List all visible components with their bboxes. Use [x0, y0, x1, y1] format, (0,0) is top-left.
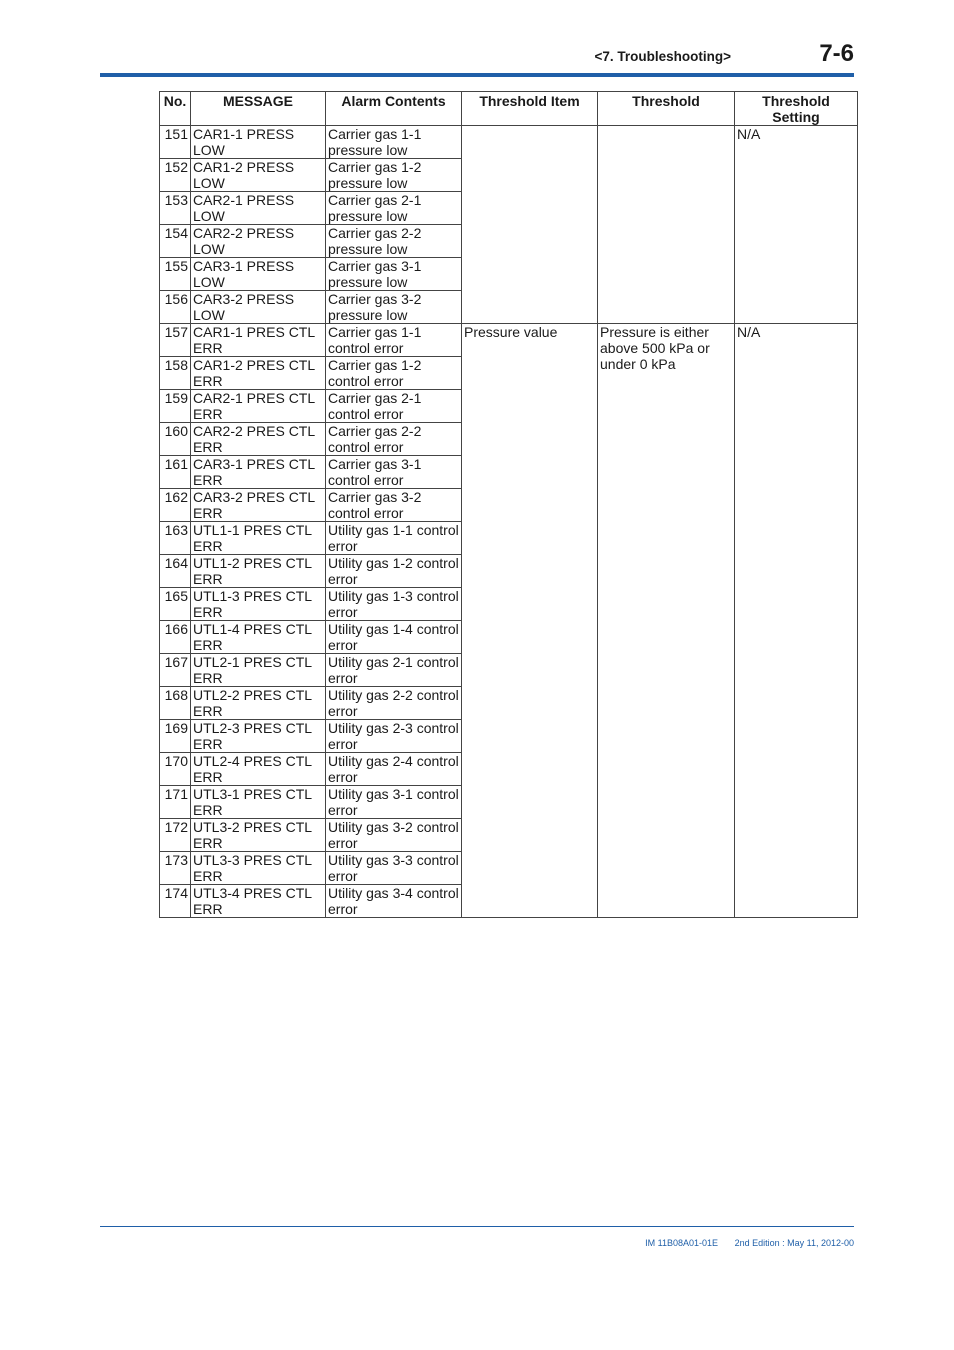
page-number: 7-6	[819, 40, 854, 67]
cell-alarm-contents: Utility gas 2-1 control error	[326, 654, 462, 687]
cell-message: CAR1-2 PRESS LOW	[191, 159, 326, 192]
cell-threshold: Pressure is either above 500 kPa or under 0 kPa	[598, 324, 735, 918]
cell-message: CAR1-1 PRES CTL ERR	[191, 324, 326, 357]
cell-threshold	[598, 126, 735, 324]
cell-no: 152	[160, 159, 191, 192]
col-header-alarm-contents: Alarm Contents	[326, 92, 462, 126]
cell-no: 170	[160, 753, 191, 786]
cell-message: CAR2-1 PRESS LOW	[191, 192, 326, 225]
section-title: <7. Troubleshooting>	[594, 49, 731, 64]
cell-alarm-contents: Utility gas 1-3 control error	[326, 588, 462, 621]
cell-no: 172	[160, 819, 191, 852]
cell-no: 154	[160, 225, 191, 258]
cell-no: 169	[160, 720, 191, 753]
cell-alarm-contents: Utility gas 3-2 control error	[326, 819, 462, 852]
cell-no: 164	[160, 555, 191, 588]
cell-alarm-contents: Carrier gas 1-1 control error	[326, 324, 462, 357]
cell-message: CAR3-1 PRES CTL ERR	[191, 456, 326, 489]
cell-alarm-contents: Carrier gas 2-1 control error	[326, 390, 462, 423]
cell-alarm-contents: Carrier gas 2-2 control error	[326, 423, 462, 456]
col-header-message: MESSAGE	[191, 92, 326, 126]
cell-alarm-contents: Carrier gas 2-1 pressure low	[326, 192, 462, 225]
cell-message: CAR3-2 PRESS LOW	[191, 291, 326, 324]
footer-rule	[100, 1226, 854, 1227]
cell-alarm-contents: Utility gas 3-4 control error	[326, 885, 462, 918]
col-header-threshold-item: Threshold Item	[462, 92, 598, 126]
cell-no: 153	[160, 192, 191, 225]
cell-message: CAR3-2 PRES CTL ERR	[191, 489, 326, 522]
cell-alarm-contents: Utility gas 2-4 control error	[326, 753, 462, 786]
cell-message: UTL2-3 PRES CTL ERR	[191, 720, 326, 753]
cell-alarm-contents: Carrier gas 1-2 pressure low	[326, 159, 462, 192]
cell-message: UTL1-1 PRES CTL ERR	[191, 522, 326, 555]
cell-message: UTL3-1 PRES CTL ERR	[191, 786, 326, 819]
cell-alarm-contents: Utility gas 3-3 control error	[326, 852, 462, 885]
cell-message: UTL3-4 PRES CTL ERR	[191, 885, 326, 918]
cell-alarm-contents: Carrier gas 1-2 control error	[326, 357, 462, 390]
cell-message: UTL1-2 PRES CTL ERR	[191, 555, 326, 588]
cell-no: 159	[160, 390, 191, 423]
cell-no: 163	[160, 522, 191, 555]
doc-id: IM 11B08A01-01E	[645, 1238, 719, 1248]
cell-threshold-item: Pressure value	[462, 324, 598, 918]
cell-threshold-item	[462, 126, 598, 324]
cell-no: 165	[160, 588, 191, 621]
cell-alarm-contents: Carrier gas 3-1 control error	[326, 456, 462, 489]
col-header-threshold: Threshold	[598, 92, 735, 126]
edition: 2nd Edition : May 11, 2012-00	[734, 1238, 854, 1248]
col-header-threshold-setting: Threshold Setting	[735, 92, 858, 126]
cell-no: 168	[160, 687, 191, 720]
cell-no: 160	[160, 423, 191, 456]
cell-message: UTL3-2 PRES CTL ERR	[191, 819, 326, 852]
cell-no: 174	[160, 885, 191, 918]
table-row	[160, 324, 858, 357]
header-rule	[100, 73, 854, 77]
col-header-no: No.	[160, 92, 191, 126]
cell-message: UTL2-1 PRES CTL ERR	[191, 654, 326, 687]
cell-message: UTL3-3 PRES CTL ERR	[191, 852, 326, 885]
cell-message: CAR2-1 PRES CTL ERR	[191, 390, 326, 423]
cell-message: CAR2-2 PRES CTL ERR	[191, 423, 326, 456]
cell-no: 151	[160, 126, 191, 159]
cell-no: 155	[160, 258, 191, 291]
cell-message: CAR3-1 PRESS LOW	[191, 258, 326, 291]
cell-no: 171	[160, 786, 191, 819]
cell-alarm-contents: Utility gas 1-4 control error	[326, 621, 462, 654]
cell-alarm-contents: Utility gas 2-3 control error	[326, 720, 462, 753]
cell-message: CAR1-1 PRESS LOW	[191, 126, 326, 159]
footer	[645, 1238, 854, 1248]
cell-threshold-setting: N/A	[735, 324, 858, 918]
cell-threshold-setting: N/A	[735, 126, 858, 324]
cell-alarm-contents: Utility gas 3-1 control error	[326, 786, 462, 819]
cell-no: 156	[160, 291, 191, 324]
cell-no: 158	[160, 357, 191, 390]
cell-alarm-contents: Carrier gas 3-2 pressure low	[326, 291, 462, 324]
alarm-table	[159, 91, 858, 918]
cell-no: 157	[160, 324, 191, 357]
cell-alarm-contents: Utility gas 2-2 control error	[326, 687, 462, 720]
cell-alarm-contents: Carrier gas 1-1 pressure low	[326, 126, 462, 159]
cell-no: 167	[160, 654, 191, 687]
cell-alarm-contents: Utility gas 1-2 control error	[326, 555, 462, 588]
cell-message: UTL1-3 PRES CTL ERR	[191, 588, 326, 621]
cell-no: 161	[160, 456, 191, 489]
cell-message: CAR2-2 PRESS LOW	[191, 225, 326, 258]
cell-alarm-contents: Utility gas 1-1 control error	[326, 522, 462, 555]
cell-no: 162	[160, 489, 191, 522]
cell-message: CAR1-2 PRES CTL ERR	[191, 357, 326, 390]
cell-message: UTL2-2 PRES CTL ERR	[191, 687, 326, 720]
cell-message: UTL1-4 PRES CTL ERR	[191, 621, 326, 654]
cell-no: 173	[160, 852, 191, 885]
alarm-table-body	[160, 126, 858, 918]
cell-message: UTL2-4 PRES CTL ERR	[191, 753, 326, 786]
table-row	[160, 126, 858, 159]
cell-no: 166	[160, 621, 191, 654]
cell-alarm-contents: Carrier gas 3-2 control error	[326, 489, 462, 522]
cell-alarm-contents: Carrier gas 3-1 pressure low	[326, 258, 462, 291]
cell-alarm-contents: Carrier gas 2-2 pressure low	[326, 225, 462, 258]
table-header-row	[160, 92, 858, 126]
